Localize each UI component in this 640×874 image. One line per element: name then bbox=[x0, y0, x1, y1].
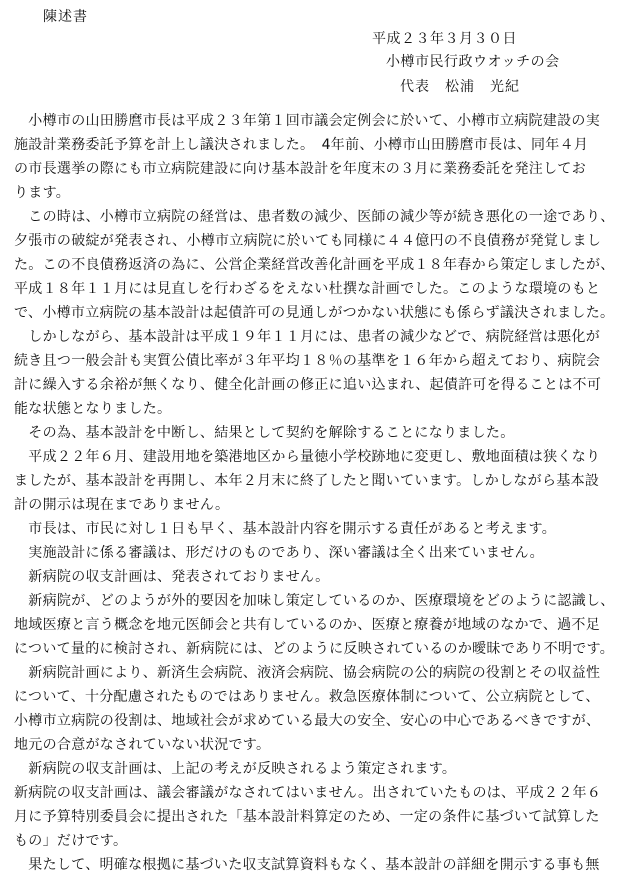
body-line: た。この不良債務返済の為に、公営企業経営改善化計画を平成１８年春から策定しましたが、 bbox=[14, 257, 615, 273]
body-line: 続き且つ一般会計も実質公債比率が３年平均１８％の基準を１６年から超えており、病院会 bbox=[14, 353, 601, 369]
body-line: もの」だけです。 bbox=[14, 833, 128, 849]
body-line: 能な状態となりました。 bbox=[14, 401, 172, 417]
body-line: について量的に検討され、新病院には、どのように反映されているのか曖昧であり不明です。 bbox=[14, 641, 615, 657]
body-line: 施設計業務委託予算を計上し議決されました。 4年前、小樽市山田勝麿市長は、同年４月 bbox=[14, 137, 589, 153]
body-line: 新病院の収支計画は、発表されておりません。 bbox=[14, 569, 330, 585]
header-date: 平成２３年３月３０日 bbox=[372, 31, 517, 47]
body-line: 地域医療と言う概念を地元医師会と共有しているのか、医療と療養が地域のなかで、過不足 bbox=[14, 617, 601, 633]
body-line: ります。 bbox=[14, 185, 71, 201]
body-line: について、十分配慮されたものではありません。救急医療体制について、公立病院として、 bbox=[14, 689, 600, 705]
body-line: 果たして、明確な根拠に基づいた収支試算資料もなく、基本設計の詳細を開示する事も無 bbox=[14, 857, 600, 873]
body-line: 新病院の収支計画は、上記の考えが反映されるよう策定されます。 bbox=[14, 761, 457, 777]
body-line: 平成１８年１１月には見直しを行わざるをえない杜撰な計画でした。このような環境のもと bbox=[14, 281, 601, 297]
header-representative: 代表 松浦 光紀 bbox=[400, 79, 520, 95]
document-title: 陳述書 bbox=[43, 9, 88, 25]
body-line: 夕張市の破綻が発表され、小樽市立病院に於いても同様に４４億円の不良債務が発覚しまし bbox=[14, 233, 602, 249]
body-line: 新病院計画により、新済生会病院、液済会病院、協会病院の公的病院の役割とその収益性 bbox=[14, 665, 601, 681]
body-line: 新病院の収支計画は、議会審議がなされてはいません。出されていたものは、平成２２年６ bbox=[14, 785, 602, 801]
body-line: この時は、小樽市立病院の経営は、患者数の減少、医師の減少等が続き悪化の一途であり、 bbox=[14, 209, 615, 225]
body-line: 計に繰入する余裕が無くなり、健全化計画の修正に追い込まれ、起債許可を得ることは不可 bbox=[14, 377, 602, 393]
body-line: その為、基本設計を中断し、結果として契約を解除することになりました。 bbox=[14, 425, 515, 441]
body-line: の市長選挙の際にも市立病院建設に向け基本設計を年度末の３月に業務委託を発注してお bbox=[14, 161, 586, 177]
body-line: 平成２２年６月、建設用地を築港地区から量徳小学校跡地に変更し、敷地面積は狭くなり bbox=[14, 449, 601, 465]
body-line: で、小樽市立病院の基本設計は起債許可の見通しがつかない状態にも係らず議決されました。 bbox=[14, 305, 615, 321]
body-line: 小樽市の山田勝麿市長は平成２３年第１回市議会定例会に於いて、小樽市立病院建設の実 bbox=[14, 113, 601, 129]
body-line: 新病院が、どのようが外的要因を加味し策定しているのか、医療環境をどのように認識し、 bbox=[14, 593, 615, 609]
body-line: 小樽市立病院の役割は、地域社会が求めている最大の安全、安心の中心であるべきですが、 bbox=[14, 713, 601, 729]
body-line: 地元の合意がなされていない状況です。 bbox=[14, 737, 271, 753]
body-line: 計の開示は現在までありません。 bbox=[14, 497, 230, 513]
body-line: 市長は、市民に対し１日も早く、基本設計内容を開示する責任があると考えます。 bbox=[14, 521, 556, 537]
body-line: ましたが、基本設計を再開し、本年２月末に終了したと聞いています。しかしながら基本設 bbox=[14, 473, 600, 489]
header-organization: 小樽市民行政ウオッチの会 bbox=[386, 54, 560, 70]
body-line: 実施設計に係る審議は、形だけのものであり、深い審議は全く出来ていません。 bbox=[14, 545, 544, 561]
body-line: 月に予算特別委員会に提出された「基本設計料算定のため、一定の条件に基づいて試算した bbox=[14, 809, 600, 825]
body-line: しかしながら、基本設計は平成１９年１１月には、患者の減少などで、病院経営は悪化が bbox=[14, 329, 601, 345]
